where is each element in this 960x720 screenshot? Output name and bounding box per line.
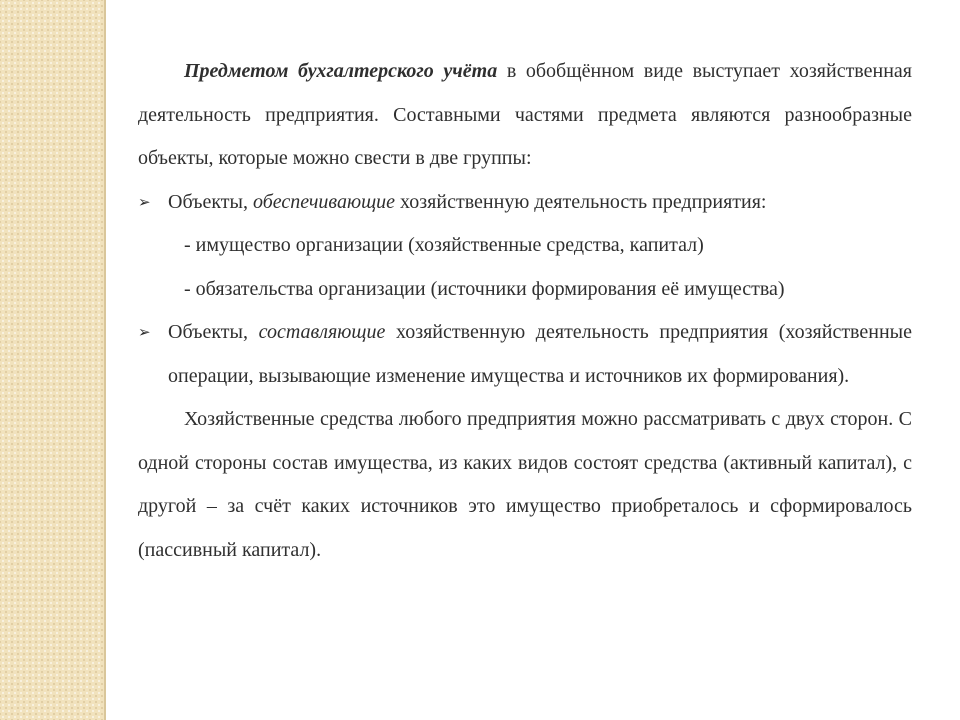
intro-term: Предметом бухгалтерского учёта	[184, 60, 498, 82]
bullet1-post: хозяйственную деятельность предприятия:	[395, 190, 767, 213]
bullet2-pre: Объекты,	[168, 321, 259, 343]
closing-paragraph: Хозяйственные средства любого предприятия можно рассматривать с двух сторон. С одной стороны состав имущества, из каких видов состоят средства (активный капитал), с другой – за счёт каких источников это имущество приобреталось и сформировалось (пассивный капитал).	[138, 408, 912, 561]
bullet-text-2	[168, 311, 912, 398]
intro-paragraph	[138, 50, 912, 181]
side-divider	[104, 0, 106, 720]
sub-item-2: - обязательства организации (источники формирования её имущества)	[184, 277, 785, 300]
bullet1-emph: обеспечивающие	[252, 190, 396, 213]
bullet-text-1	[168, 181, 912, 225]
sub-item-1: - имущество организации (хозяйственные средства, капитал)	[184, 234, 704, 256]
decorative-side-strip	[0, 0, 104, 720]
arrow-bullet-icon: ➢	[138, 192, 151, 211]
bullet2-post: хозяйственную деятельность предприятия (хозяйственные операции, вызывающие изменение имущества и источников их формирования).	[168, 321, 912, 387]
slide-content	[138, 50, 912, 572]
intro-text: в обобщённом виде выступает хозяйственная деятельность предприятия. Составными частями предмета являются разнообразные объекты, которые можно свести в две группы:	[138, 60, 912, 169]
bullet1-pre: Объекты,	[168, 190, 253, 213]
arrow-bullet-icon: ➢	[138, 323, 151, 341]
bullet-item-1	[138, 181, 912, 225]
bullet-item-2	[138, 311, 912, 398]
bullet2-emph: составляющие	[258, 321, 386, 343]
